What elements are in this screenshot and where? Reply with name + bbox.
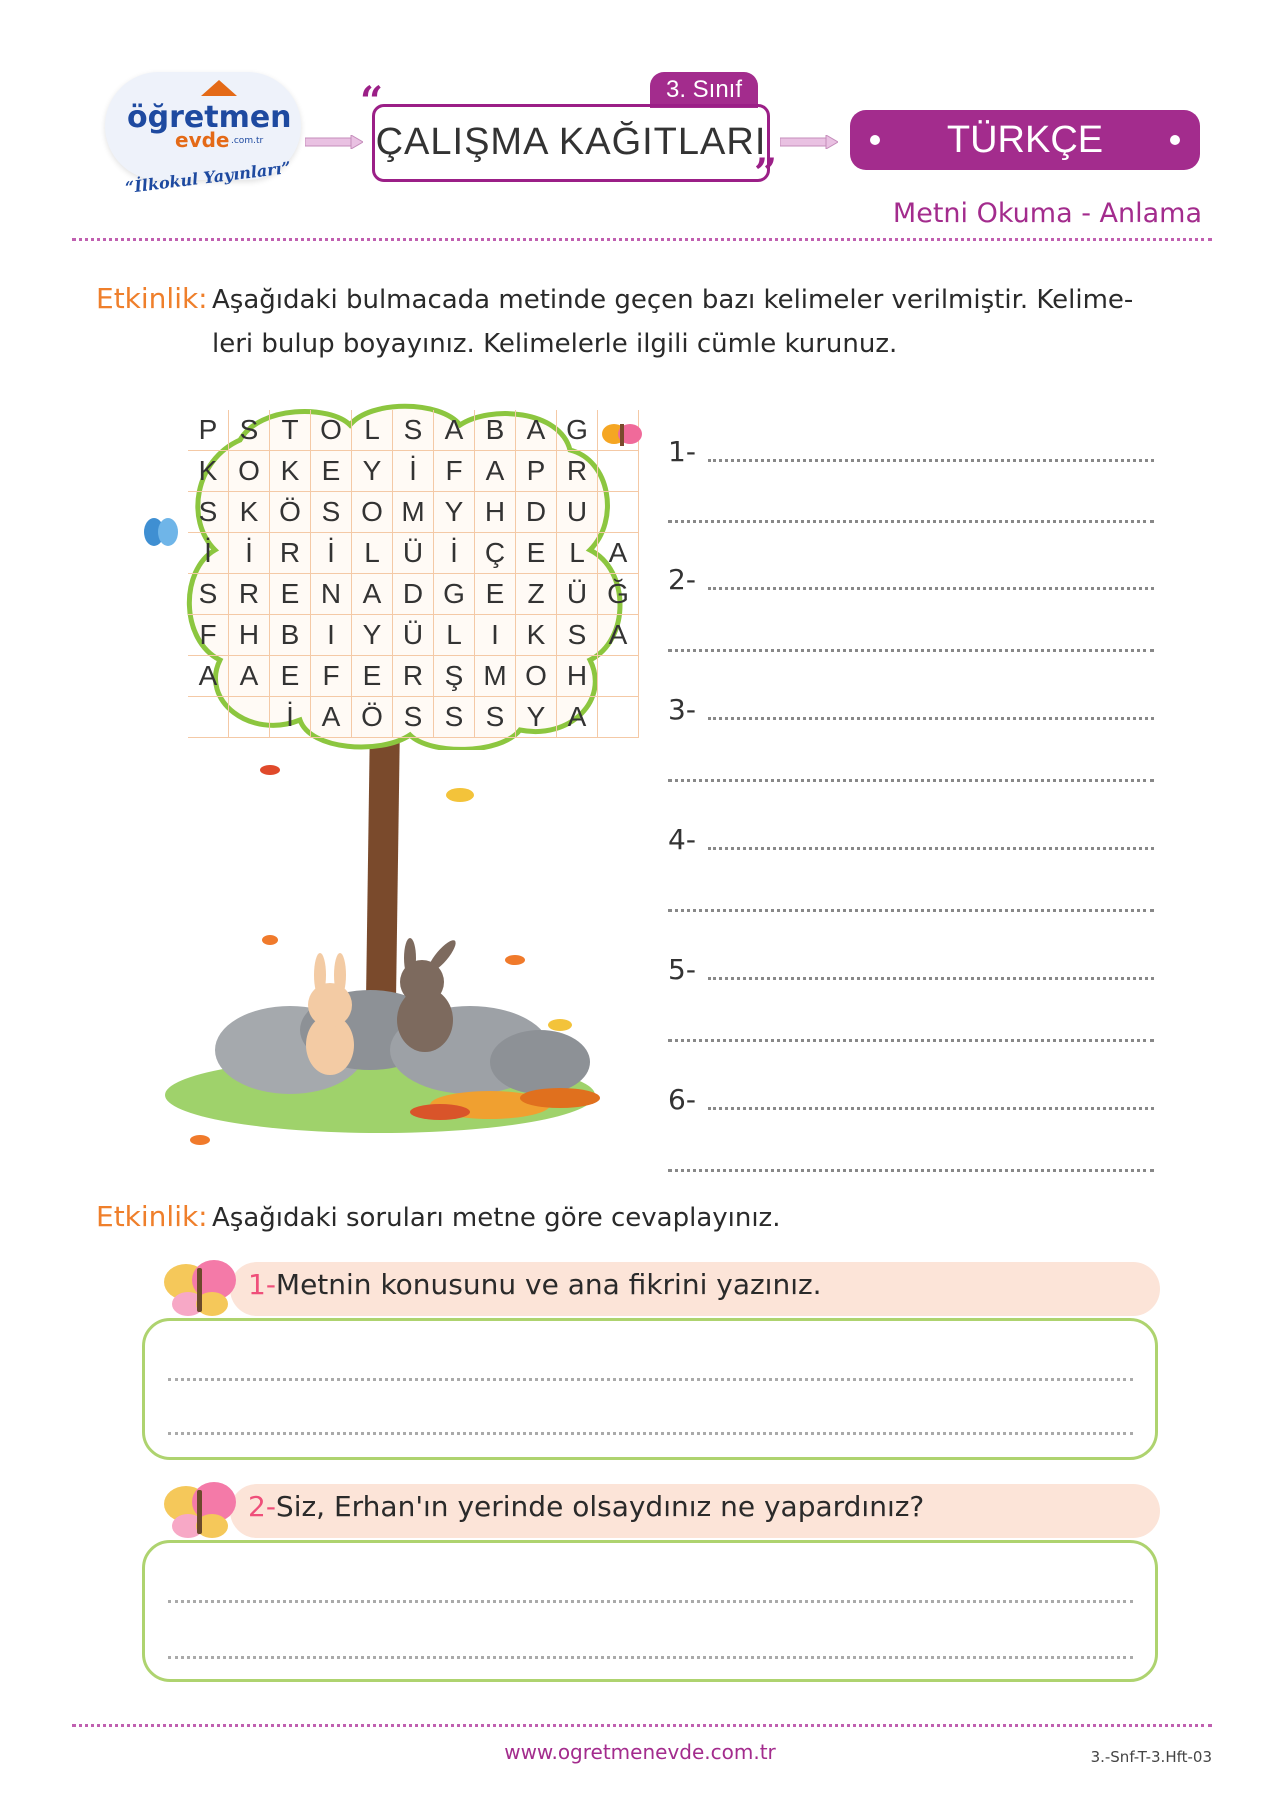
answer-line[interactable] bbox=[668, 952, 1154, 986]
activity-instruction-line2: leri bulup boyayınız. Kelimelerle ilgili cümle kurunuz. bbox=[212, 329, 898, 359]
question-1 bbox=[248, 1268, 822, 1301]
puzzle-cell[interactable]: O bbox=[229, 451, 270, 492]
puzzle-cell[interactable]: A bbox=[188, 656, 229, 697]
puzzle-cell[interactable]: A bbox=[557, 697, 598, 738]
puzzle-cell[interactable]: R bbox=[229, 574, 270, 615]
leaf-icon bbox=[548, 1019, 572, 1031]
answer-dotted-line bbox=[708, 459, 1154, 462]
leaf-icon bbox=[260, 765, 280, 775]
topic-label: Metni Okuma - Anlama bbox=[892, 198, 1202, 229]
answer-dotted-line bbox=[168, 1432, 1133, 1435]
puzzle-cell[interactable]: H bbox=[557, 656, 598, 697]
activity-label: Etkinlik: bbox=[96, 282, 208, 315]
footer-url[interactable]: www.ogretmenevde.com.tr bbox=[504, 1740, 776, 1764]
puzzle-cell[interactable]: E bbox=[270, 656, 311, 697]
puzzle-cell[interactable]: I bbox=[311, 615, 352, 656]
puzzle-cell[interactable]: U bbox=[557, 492, 598, 533]
puzzle-cell[interactable]: Ğ bbox=[598, 574, 639, 615]
answer-number: 1- bbox=[668, 435, 696, 468]
footer-code: 3.-Snf-T-3.Hft-03 bbox=[1090, 1748, 1212, 1766]
puzzle-cell[interactable]: S bbox=[393, 697, 434, 738]
question-text: Metnin konusunu ve ana fikrini yazınız. bbox=[275, 1268, 822, 1301]
puzzle-cell[interactable]: H bbox=[475, 492, 516, 533]
puzzle-cell[interactable]: İ bbox=[188, 533, 229, 574]
logo-brand-text-2: evde bbox=[175, 128, 230, 152]
answer-dotted-line bbox=[708, 1107, 1154, 1110]
answer-box[interactable] bbox=[142, 1318, 1158, 1460]
puzzle-cell[interactable]: K bbox=[516, 615, 557, 656]
leaf-icon bbox=[446, 788, 474, 802]
answer-dotted-line bbox=[168, 1656, 1133, 1659]
puzzle-cell[interactable]: Ü bbox=[393, 615, 434, 656]
activity-instruction: Aşağıdaki soruları metne göre cevaplayınız. bbox=[212, 1203, 781, 1233]
puzzle-cell[interactable]: E bbox=[516, 533, 557, 574]
arrow-right-icon bbox=[780, 135, 838, 147]
answer-line[interactable] bbox=[668, 434, 1154, 468]
answer-line[interactable] bbox=[668, 822, 1154, 856]
puzzle-cell[interactable]: Ü bbox=[557, 574, 598, 615]
leaf-icon bbox=[190, 1135, 210, 1145]
puzzle-cell[interactable]: F bbox=[434, 451, 475, 492]
puzzle-cell[interactable]: Y bbox=[516, 697, 557, 738]
puzzle-cell[interactable]: Ö bbox=[270, 492, 311, 533]
puzzle-cell[interactable]: E bbox=[475, 574, 516, 615]
subject-label: TÜRKÇE bbox=[946, 119, 1104, 161]
word-search-puzzle bbox=[180, 400, 630, 750]
answer-line[interactable] bbox=[668, 909, 1154, 912]
puzzle-cell[interactable]: B bbox=[270, 615, 311, 656]
question-number: 1- bbox=[248, 1268, 276, 1301]
butterfly-icon bbox=[142, 512, 180, 552]
puzzle-cell[interactable]: E bbox=[352, 656, 393, 697]
answer-number: 3- bbox=[668, 693, 696, 726]
puzzle-cell[interactable]: F bbox=[188, 615, 229, 656]
puzzle-cell[interactable]: Z bbox=[516, 574, 557, 615]
puzzle-cell[interactable]: S bbox=[475, 697, 516, 738]
rabbit-illustration bbox=[306, 953, 354, 1075]
leaf-icon bbox=[505, 955, 525, 965]
puzzle-cell[interactable]: S bbox=[434, 697, 475, 738]
butterfly-icon bbox=[158, 1476, 240, 1546]
publisher-logo bbox=[105, 62, 305, 212]
answer-dotted-line bbox=[708, 587, 1154, 590]
title-box bbox=[372, 104, 770, 182]
header-divider bbox=[72, 238, 1212, 241]
puzzle-cell[interactable]: R bbox=[393, 656, 434, 697]
puzzle-cell[interactable]: R bbox=[270, 533, 311, 574]
logo-house-icon bbox=[201, 80, 237, 96]
puzzle-cell[interactable]: B bbox=[475, 410, 516, 451]
puzzle-cell[interactable] bbox=[598, 697, 639, 738]
answer-dotted-line bbox=[708, 847, 1154, 850]
puzzle-cell[interactable]: S bbox=[557, 615, 598, 656]
puzzle-cell[interactable]: R bbox=[557, 451, 598, 492]
puzzle-cell[interactable]: I bbox=[475, 615, 516, 656]
puzzle-cell[interactable]: D bbox=[393, 574, 434, 615]
puzzle-cell[interactable]: O bbox=[311, 410, 352, 451]
puzzle-cell[interactable]: A bbox=[229, 656, 270, 697]
puzzle-cell[interactable]: İ bbox=[434, 533, 475, 574]
letter-grid bbox=[188, 410, 639, 738]
activity-instruction-line1: Aşağıdaki bulmacada metinde geçen bazı kelimeler verilmiştir. Kelime- bbox=[212, 285, 1134, 315]
answer-line[interactable] bbox=[668, 1169, 1154, 1172]
answer-number: 6- bbox=[668, 1083, 696, 1116]
puzzle-cell[interactable]: E bbox=[311, 451, 352, 492]
question-number: 2- bbox=[248, 1490, 276, 1523]
puzzle-cell[interactable]: S bbox=[188, 574, 229, 615]
question-2 bbox=[248, 1490, 924, 1523]
answer-line[interactable] bbox=[668, 692, 1154, 726]
puzzle-cell[interactable]: A bbox=[475, 451, 516, 492]
puzzle-cell[interactable]: K bbox=[188, 451, 229, 492]
close-quote-icon: ” bbox=[754, 150, 778, 197]
puzzle-cell[interactable]: L bbox=[352, 410, 393, 451]
grade-badge: 3. Sınıf bbox=[650, 72, 758, 108]
puzzle-cell[interactable]: Y bbox=[352, 615, 393, 656]
puzzle-cell[interactable]: T bbox=[270, 410, 311, 451]
puzzle-cell[interactable]: S bbox=[229, 410, 270, 451]
activity-label: Etkinlik: bbox=[96, 1200, 208, 1233]
puzzle-cell[interactable] bbox=[229, 697, 270, 738]
puzzle-cell[interactable]: P bbox=[188, 410, 229, 451]
answer-number: 2- bbox=[668, 563, 696, 596]
answer-line[interactable] bbox=[668, 779, 1154, 782]
puzzle-cell[interactable]: İ bbox=[229, 533, 270, 574]
puzzle-cell[interactable] bbox=[598, 492, 639, 533]
bullet-dot-icon bbox=[1170, 135, 1180, 145]
butterfly-icon bbox=[158, 1254, 240, 1324]
puzzle-cell[interactable] bbox=[188, 697, 229, 738]
answer-number: 4- bbox=[668, 823, 696, 856]
logo-domain-text: .com.tr bbox=[231, 136, 264, 146]
puzzle-cell[interactable]: H bbox=[229, 615, 270, 656]
puzzle-cell[interactable]: Ç bbox=[475, 533, 516, 574]
answer-dotted-line bbox=[708, 977, 1154, 980]
puzzle-cell[interactable]: D bbox=[516, 492, 557, 533]
answer-line[interactable] bbox=[668, 562, 1154, 596]
puzzle-cell[interactable]: G bbox=[557, 410, 598, 451]
puzzle-cell[interactable]: O bbox=[352, 492, 393, 533]
puzzle-cell[interactable]: K bbox=[270, 451, 311, 492]
page-title: ÇALIŞMA KAĞITLARI bbox=[375, 121, 767, 163]
puzzle-cell[interactable]: L bbox=[434, 615, 475, 656]
leaf-icon bbox=[262, 935, 278, 945]
puzzle-cell[interactable]: L bbox=[557, 533, 598, 574]
puzzle-cell[interactable]: N bbox=[311, 574, 352, 615]
open-quote-icon: “ bbox=[360, 78, 384, 125]
footer-divider bbox=[72, 1724, 1212, 1727]
puzzle-cell[interactable]: P bbox=[516, 451, 557, 492]
puzzle-cell[interactable]: İ bbox=[393, 451, 434, 492]
question-text: Siz, Erhan'ın yerinde olsaydınız ne yapardınız? bbox=[275, 1490, 925, 1523]
puzzle-cell[interactable]: S bbox=[188, 492, 229, 533]
answer-line[interactable] bbox=[668, 520, 1154, 523]
puzzle-cell[interactable]: M bbox=[393, 492, 434, 533]
puzzle-cell[interactable]: G bbox=[434, 574, 475, 615]
answer-line[interactable] bbox=[668, 1082, 1154, 1116]
subject-badge bbox=[850, 110, 1200, 170]
answer-number: 5- bbox=[668, 953, 696, 986]
answer-line[interactable] bbox=[668, 649, 1154, 652]
puzzle-cell[interactable]: A bbox=[598, 533, 639, 574]
puzzle-cell[interactable]: F bbox=[311, 656, 352, 697]
puzzle-cell[interactable]: M bbox=[475, 656, 516, 697]
puzzle-cell[interactable]: S bbox=[393, 410, 434, 451]
puzzle-cell[interactable]: İ bbox=[311, 533, 352, 574]
puzzle-cell[interactable]: L bbox=[352, 533, 393, 574]
logo-brand-text: öğretmen bbox=[127, 100, 292, 135]
answer-dotted-line bbox=[708, 717, 1154, 720]
puzzle-cell[interactable]: E bbox=[270, 574, 311, 615]
puzzle-cell[interactable]: O bbox=[516, 656, 557, 697]
puzzle-cell[interactable] bbox=[598, 451, 639, 492]
bullet-dot-icon bbox=[870, 135, 880, 145]
answer-dotted-line bbox=[168, 1378, 1133, 1381]
puzzle-cell[interactable]: A bbox=[434, 410, 475, 451]
puzzle-cell[interactable]: Y bbox=[434, 492, 475, 533]
puzzle-cell[interactable]: Ş bbox=[434, 656, 475, 697]
puzzle-cell[interactable]: A bbox=[598, 615, 639, 656]
puzzle-cell[interactable]: Ü bbox=[393, 533, 434, 574]
puzzle-cell[interactable]: A bbox=[311, 697, 352, 738]
answer-dotted-line bbox=[168, 1600, 1133, 1603]
puzzle-cell[interactable]: Y bbox=[352, 451, 393, 492]
answer-line[interactable] bbox=[668, 1039, 1154, 1042]
puzzle-cell[interactable]: İ bbox=[270, 697, 311, 738]
puzzle-cell[interactable]: S bbox=[311, 492, 352, 533]
butterfly-icon bbox=[600, 418, 644, 454]
puzzle-cell[interactable]: A bbox=[352, 574, 393, 615]
puzzle-cell[interactable]: Ö bbox=[352, 697, 393, 738]
answer-box[interactable] bbox=[142, 1540, 1158, 1682]
logo-tagline: “İlkokul Yayınları” bbox=[124, 157, 292, 198]
puzzle-cell[interactable]: A bbox=[516, 410, 557, 451]
puzzle-cell[interactable] bbox=[598, 656, 639, 697]
tree-illustration bbox=[160, 700, 640, 1160]
arrow-right-icon bbox=[305, 135, 363, 147]
puzzle-cell[interactable]: K bbox=[229, 492, 270, 533]
